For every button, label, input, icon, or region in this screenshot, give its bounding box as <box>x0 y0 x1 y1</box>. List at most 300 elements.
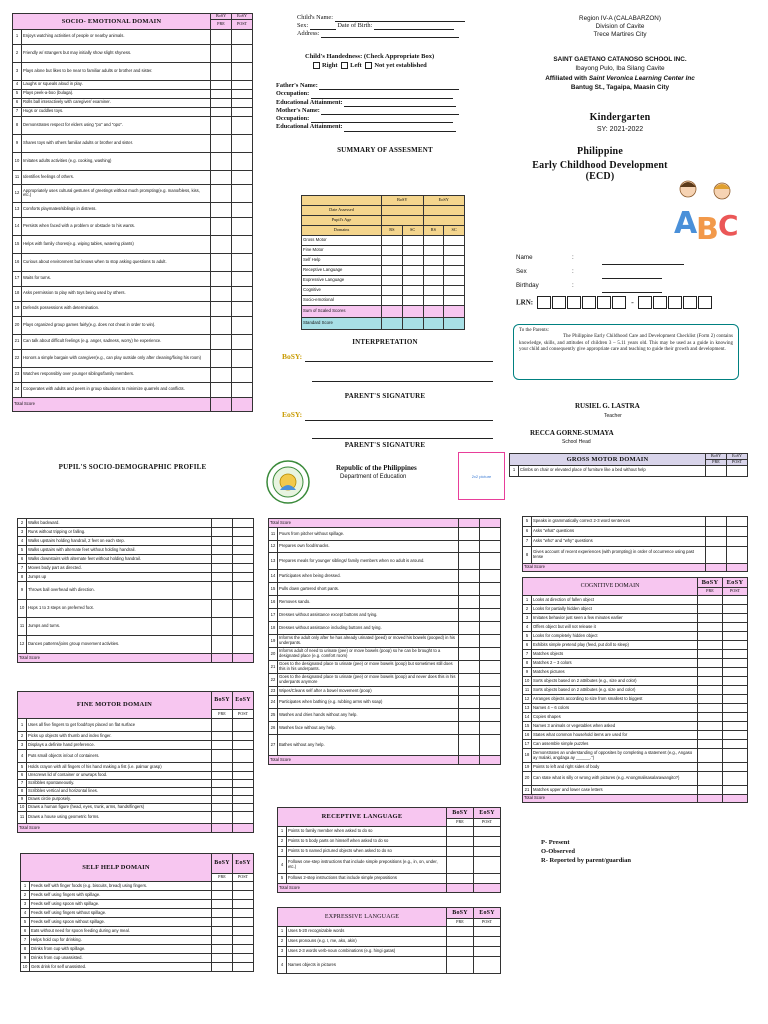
score-cell[interactable] <box>233 719 254 732</box>
score-cell[interactable] <box>233 741 254 750</box>
score-cell[interactable] <box>212 555 233 564</box>
item-text: Plays alone but likes to be near to familiar adults or brother and sister. <box>22 62 211 80</box>
score-cell[interactable] <box>474 927 501 937</box>
score-cell[interactable] <box>727 547 748 564</box>
interp-eosy-line1[interactable] <box>305 420 493 421</box>
score-cell[interactable] <box>402 256 423 266</box>
score-cell[interactable] <box>212 788 233 796</box>
score-cell[interactable] <box>723 786 748 795</box>
score-cell[interactable] <box>723 722 748 731</box>
score-cell[interactable] <box>212 909 233 918</box>
item-text: Plays peek-a-boo (bulaga). <box>22 89 211 98</box>
score-cell[interactable] <box>723 686 748 695</box>
table-row <box>523 731 748 740</box>
score-cell[interactable] <box>480 596 501 609</box>
score-cell[interactable] <box>232 253 253 271</box>
score-cell[interactable] <box>211 253 232 271</box>
score-cell[interactable] <box>233 573 254 582</box>
score-cell[interactable] <box>480 583 501 596</box>
score-cell[interactable] <box>698 677 723 686</box>
item-number: 3 <box>18 528 27 537</box>
photo-label: 2x2 picture <box>471 473 492 479</box>
score-cell[interactable] <box>723 632 748 641</box>
score-cell[interactable] <box>474 947 501 957</box>
score-cell[interactable] <box>723 763 748 772</box>
score-cell[interactable] <box>211 235 232 253</box>
score-cell[interactable] <box>233 796 254 804</box>
score-cell[interactable] <box>459 596 480 609</box>
score-cell[interactable] <box>233 954 254 963</box>
score-cell[interactable] <box>211 184 232 202</box>
photo-box[interactable] <box>458 452 505 500</box>
score-cell[interactable] <box>233 963 254 972</box>
score-cell[interactable] <box>723 704 748 713</box>
score-cell[interactable] <box>233 750 254 763</box>
score-cell[interactable] <box>212 732 233 741</box>
score-cell[interactable] <box>233 909 254 918</box>
score-cell[interactable] <box>706 527 727 537</box>
item-number: 5 <box>523 517 532 527</box>
table-row <box>523 537 748 547</box>
score-cell[interactable] <box>423 296 444 306</box>
score-cell[interactable] <box>723 650 748 659</box>
score-cell[interactable] <box>459 570 480 583</box>
score-cell[interactable] <box>212 954 233 963</box>
lrn-digit[interactable] <box>597 296 611 309</box>
score-cell[interactable] <box>212 636 233 654</box>
school-name: SAINT GAETANO CATANOSO SCHOOL INC. <box>553 56 687 63</box>
score-cell[interactable] <box>447 874 474 884</box>
score-cell[interactable] <box>459 541 480 553</box>
score-cell[interactable] <box>480 661 501 674</box>
item-number: 3 <box>278 847 287 857</box>
score-cell[interactable] <box>212 537 233 546</box>
score-cell[interactable] <box>402 296 423 306</box>
score-cell[interactable] <box>232 334 253 349</box>
score-cell[interactable] <box>480 687 501 696</box>
score-cell[interactable] <box>480 622 501 635</box>
score-cell[interactable] <box>233 546 254 555</box>
score-cell[interactable] <box>382 236 403 246</box>
score-cell[interactable] <box>232 107 253 116</box>
score-cell[interactable] <box>444 256 465 266</box>
score-cell[interactable] <box>232 184 253 202</box>
score-cell[interactable] <box>447 947 474 957</box>
score-cell[interactable] <box>233 780 254 788</box>
score-cell[interactable] <box>233 918 254 927</box>
score-cell[interactable] <box>211 98 232 107</box>
item-text: Uses 2-3 words verb-noun combinations (e.g. hingi gatas) <box>287 947 447 957</box>
score-cell[interactable] <box>232 202 253 217</box>
score-cell[interactable] <box>212 582 233 600</box>
score-cell[interactable] <box>382 246 403 256</box>
item-number: 4 <box>523 623 532 632</box>
lrn-digit[interactable] <box>582 296 596 309</box>
item-number: 6 <box>523 527 532 537</box>
score-cell[interactable] <box>212 936 233 945</box>
score-cell[interactable] <box>232 152 253 170</box>
score-cell[interactable] <box>402 286 423 296</box>
score-cell[interactable] <box>480 635 501 648</box>
item-number: 9 <box>21 954 30 963</box>
score-cell[interactable] <box>723 749 748 763</box>
score-cell[interactable] <box>232 217 253 235</box>
item-number: 14 <box>13 217 22 235</box>
score-cell[interactable] <box>211 62 232 80</box>
score-cell[interactable] <box>212 741 233 750</box>
score-cell[interactable] <box>444 266 465 276</box>
score-cell[interactable] <box>474 957 501 974</box>
score-cell[interactable] <box>423 286 444 296</box>
gross-motor-table-top: GROSS MOTOR DOMAIN BoSY EoSY PRE POST 1 Climbs on chair or elevated place of furniture like a bed without help <box>509 453 748 477</box>
lrn-digit[interactable] <box>638 296 652 309</box>
item-text: Wipes/Cleans self after a bowel movement (poop) <box>278 687 459 696</box>
score-cell[interactable] <box>447 927 474 937</box>
lrn-digit[interactable] <box>612 296 626 309</box>
score-cell[interactable] <box>232 382 253 397</box>
score-cell[interactable] <box>480 570 501 583</box>
score-cell[interactable] <box>232 349 253 367</box>
score-cell[interactable] <box>232 301 253 316</box>
score-cell[interactable] <box>232 44 253 62</box>
score-cell[interactable] <box>211 170 232 184</box>
score-cell[interactable] <box>233 945 254 954</box>
score-cell[interactable] <box>444 276 465 286</box>
score-cell[interactable] <box>444 236 465 246</box>
left-checkbox[interactable] <box>341 62 348 69</box>
gross-item: Climbs on chair or elevated place of furniture like a bed without help <box>519 465 706 476</box>
score-cell[interactable] <box>232 116 253 134</box>
region-text: Region IV-A (CALABARZON) <box>579 15 661 22</box>
score-cell[interactable] <box>232 62 253 80</box>
score-cell[interactable] <box>233 900 254 909</box>
item-text: Informs the adult only after he has already urinated (peed) or moved his bowels (pooped) in his underpants. <box>278 635 459 648</box>
score-cell[interactable] <box>474 847 501 857</box>
score-cell[interactable] <box>402 266 423 276</box>
score-cell[interactable] <box>212 546 233 555</box>
score-cell[interactable] <box>211 349 232 367</box>
score-cell[interactable] <box>233 763 254 772</box>
teacher-role: Teacher <box>604 413 622 419</box>
score-cell[interactable] <box>212 812 233 824</box>
score-cell[interactable] <box>447 957 474 974</box>
score-cell[interactable] <box>698 749 723 763</box>
score-cell[interactable] <box>212 750 233 763</box>
score-cell[interactable] <box>212 573 233 582</box>
score-cell[interactable] <box>480 553 501 570</box>
score-cell[interactable] <box>423 256 444 266</box>
score-cell[interactable] <box>698 686 723 695</box>
score-cell[interactable] <box>447 937 474 947</box>
score-cell[interactable] <box>444 286 465 296</box>
score-cell[interactable] <box>232 235 253 253</box>
score-cell[interactable] <box>211 334 232 349</box>
score-cell[interactable] <box>211 382 232 397</box>
score-cell[interactable] <box>459 735 480 756</box>
score-cell[interactable] <box>211 367 232 382</box>
score-cell[interactable] <box>402 246 423 256</box>
item-text: Drinks from cup with spillage. <box>30 945 212 954</box>
score-cell[interactable] <box>723 614 748 623</box>
score-cell[interactable] <box>727 537 748 547</box>
score-cell[interactable] <box>723 668 748 677</box>
score-cell[interactable] <box>698 596 723 605</box>
score-cell[interactable] <box>233 927 254 936</box>
item-number: 10 <box>523 677 532 686</box>
score-cell[interactable] <box>233 519 254 528</box>
score-cell[interactable] <box>727 527 748 537</box>
score-cell[interactable] <box>232 316 253 334</box>
score-cell[interactable] <box>474 857 501 874</box>
score-cell[interactable] <box>232 367 253 382</box>
score-cell[interactable] <box>474 937 501 947</box>
score-cell[interactable] <box>212 719 233 732</box>
score-cell[interactable] <box>423 236 444 246</box>
score-cell[interactable] <box>212 763 233 772</box>
item-number: 10 <box>18 804 27 812</box>
score-cell[interactable] <box>698 722 723 731</box>
score-cell[interactable] <box>474 874 501 884</box>
score-cell[interactable] <box>211 134 232 152</box>
score-cell[interactable] <box>233 788 254 796</box>
lrn-digit[interactable] <box>552 296 566 309</box>
score-cell[interactable] <box>698 668 723 677</box>
score-cell[interactable] <box>382 296 403 306</box>
score-cell[interactable] <box>212 528 233 537</box>
score-cell[interactable] <box>459 622 480 635</box>
score-cell[interactable] <box>211 202 232 217</box>
score-cell[interactable] <box>232 80 253 89</box>
score-cell[interactable] <box>459 709 480 722</box>
score-cell[interactable] <box>723 659 748 668</box>
score-cell[interactable] <box>212 804 233 812</box>
lrn-digit[interactable] <box>537 296 551 309</box>
region-block <box>520 15 720 40</box>
not-established-checkbox[interactable] <box>365 62 372 69</box>
score-cell[interactable] <box>480 735 501 756</box>
item-number: 11 <box>18 618 27 636</box>
score-cell[interactable] <box>474 837 501 847</box>
score-cell[interactable] <box>212 519 233 528</box>
score-cell[interactable] <box>212 963 233 972</box>
score-cell[interactable] <box>382 276 403 286</box>
score-cell[interactable] <box>233 732 254 741</box>
score-cell[interactable] <box>459 609 480 622</box>
score-cell[interactable] <box>232 397 253 411</box>
mother-education-field[interactable] <box>344 131 456 132</box>
score-cell[interactable] <box>233 636 254 654</box>
score-cell[interactable] <box>212 780 233 788</box>
score-cell[interactable] <box>480 609 501 622</box>
score-cell[interactable] <box>723 740 748 749</box>
score-cell[interactable] <box>723 731 748 740</box>
item-number: 12 <box>269 541 278 553</box>
score-cell[interactable] <box>723 677 748 686</box>
score-cell[interactable] <box>211 397 232 411</box>
summary-row <box>302 236 465 246</box>
interp-bosy-line1[interactable] <box>305 361 493 362</box>
item-number: 24 <box>269 696 278 709</box>
interp-eosy-line2[interactable] <box>312 438 493 439</box>
score-cell[interactable] <box>232 89 253 98</box>
score-cell[interactable] <box>480 648 501 661</box>
score-cell[interactable] <box>211 44 232 62</box>
score-cell[interactable] <box>233 882 254 891</box>
score-cell[interactable] <box>698 704 723 713</box>
score-cell[interactable] <box>723 713 748 722</box>
score-cell[interactable] <box>698 763 723 772</box>
interp-bosy-line2[interactable] <box>312 381 493 382</box>
score-cell[interactable] <box>698 614 723 623</box>
score-cell[interactable] <box>211 217 232 235</box>
score-cell[interactable] <box>232 98 253 107</box>
score-cell[interactable] <box>459 687 480 696</box>
score-cell[interactable] <box>444 246 465 256</box>
score-cell[interactable] <box>447 837 474 847</box>
score-cell[interactable] <box>382 286 403 296</box>
score-cell[interactable] <box>233 564 254 573</box>
lrn-digit[interactable] <box>668 296 682 309</box>
score-cell[interactable] <box>212 618 233 636</box>
score-cell[interactable] <box>698 731 723 740</box>
score-cell[interactable] <box>723 695 748 704</box>
score-cell[interactable] <box>211 29 232 44</box>
score-cell[interactable] <box>212 891 233 900</box>
score-cell[interactable] <box>480 541 501 553</box>
score-cell[interactable] <box>233 812 254 824</box>
score-cell[interactable] <box>232 286 253 301</box>
score-cell[interactable] <box>698 632 723 641</box>
lrn-digit[interactable] <box>698 296 712 309</box>
score-cell[interactable] <box>212 600 233 618</box>
score-cell[interactable] <box>211 301 232 316</box>
score-cell[interactable] <box>447 827 474 837</box>
score-cell[interactable] <box>723 641 748 650</box>
score-cell[interactable] <box>233 936 254 945</box>
score-cell[interactable] <box>233 891 254 900</box>
lrn-digit[interactable] <box>683 296 697 309</box>
score-cell[interactable] <box>447 857 474 874</box>
score-cell[interactable] <box>212 900 233 909</box>
score-cell[interactable] <box>480 674 501 687</box>
score-cell[interactable] <box>706 537 727 547</box>
score-cell[interactable] <box>211 286 232 301</box>
score-cell[interactable] <box>459 696 480 709</box>
item-number: 2 <box>21 891 30 900</box>
score-cell[interactable] <box>402 236 423 246</box>
score-cell[interactable] <box>212 772 233 780</box>
score-cell[interactable] <box>211 316 232 334</box>
score-cell[interactable] <box>233 537 254 546</box>
score-cell[interactable] <box>233 600 254 618</box>
score-cell[interactable] <box>723 596 748 605</box>
score-cell[interactable] <box>698 641 723 650</box>
score-cell[interactable] <box>698 713 723 722</box>
score-cell[interactable] <box>698 786 723 795</box>
score-cell[interactable] <box>382 256 403 266</box>
score-cell[interactable] <box>211 271 232 286</box>
score-cell[interactable] <box>232 271 253 286</box>
score-cell[interactable] <box>706 517 727 527</box>
table-row <box>13 184 253 202</box>
lrn-digit[interactable] <box>653 296 667 309</box>
score-cell[interactable] <box>212 927 233 936</box>
score-cell[interactable] <box>212 945 233 954</box>
score-cell[interactable] <box>211 152 232 170</box>
address-field[interactable] <box>321 37 459 38</box>
score-cell[interactable] <box>423 266 444 276</box>
score-cell[interactable] <box>459 583 480 596</box>
father-education-label: Educational Attainment: <box>276 98 343 106</box>
score-cell[interactable] <box>459 674 480 687</box>
score-cell[interactable] <box>480 696 501 709</box>
item-number: 4 <box>278 957 287 974</box>
score-cell[interactable] <box>459 528 480 541</box>
score-cell[interactable] <box>447 847 474 857</box>
score-cell[interactable] <box>233 618 254 636</box>
score-cell[interactable] <box>459 661 480 674</box>
score-cell[interactable] <box>211 80 232 89</box>
score-cell[interactable] <box>723 605 748 614</box>
score-cell[interactable] <box>474 827 501 837</box>
score-cell[interactable] <box>233 555 254 564</box>
score-cell[interactable] <box>459 648 480 661</box>
score-cell[interactable] <box>698 650 723 659</box>
score-cell[interactable] <box>723 772 748 786</box>
fine-motor-table: FINE MOTOR DOMAIN BoSY EoSY PRE POST 1 Uses all five fingers to get food/toys placed on flat surface 2 Picks up objects with thumb and index finger. 3 Displays a definite hand preference. 4 Puts small objects in/out of containers. 5 Holds crayon with all fingers of his hand making a fist (i.e. palmar grasp) 6 Unscrews lid of container or unwraps food. 7 Scribbles spontaneously. 8 Scribbles vertical and horizontal lines. 9 Draws circle purposely. 10 Draws a human figure (head, eyes, trunk, arms, hands/fingers) 11 Draws a house using geometric forms. Total Score <box>17 691 254 833</box>
score-cell[interactable] <box>212 882 233 891</box>
score-cell[interactable] <box>423 246 444 256</box>
parents-info <box>276 82 476 132</box>
score-cell[interactable] <box>698 659 723 668</box>
legend-present: P- Present <box>541 839 570 846</box>
score-cell[interactable] <box>459 635 480 648</box>
score-cell[interactable] <box>423 276 444 286</box>
score-cell[interactable] <box>382 266 403 276</box>
score-cell[interactable] <box>233 528 254 537</box>
score-cell[interactable] <box>212 564 233 573</box>
lrn-digit[interactable] <box>567 296 581 309</box>
score-cell[interactable] <box>459 553 480 570</box>
score-cell[interactable] <box>459 722 480 735</box>
score-cell[interactable] <box>212 796 233 804</box>
score-cell[interactable] <box>211 116 232 134</box>
score-cell[interactable] <box>233 772 254 780</box>
score-cell[interactable] <box>698 695 723 704</box>
score-cell[interactable] <box>402 276 423 286</box>
score-cell[interactable] <box>698 772 723 786</box>
score-cell[interactable] <box>211 89 232 98</box>
score-cell[interactable] <box>480 709 501 722</box>
score-cell[interactable] <box>232 134 253 152</box>
score-cell[interactable] <box>723 623 748 632</box>
score-cell[interactable] <box>232 170 253 184</box>
score-cell[interactable] <box>727 517 748 527</box>
score-cell[interactable] <box>211 107 232 116</box>
score-cell[interactable] <box>233 582 254 600</box>
score-cell[interactable] <box>480 722 501 735</box>
score-cell[interactable] <box>233 804 254 812</box>
score-cell[interactable] <box>480 528 501 541</box>
right-checkbox[interactable] <box>313 62 320 69</box>
score-cell[interactable] <box>444 296 465 306</box>
score-cell[interactable] <box>706 547 727 564</box>
score-cell[interactable] <box>698 740 723 749</box>
score-cell[interactable] <box>698 605 723 614</box>
score-cell[interactable] <box>212 918 233 927</box>
score-cell[interactable] <box>232 29 253 44</box>
score-cell[interactable] <box>698 623 723 632</box>
